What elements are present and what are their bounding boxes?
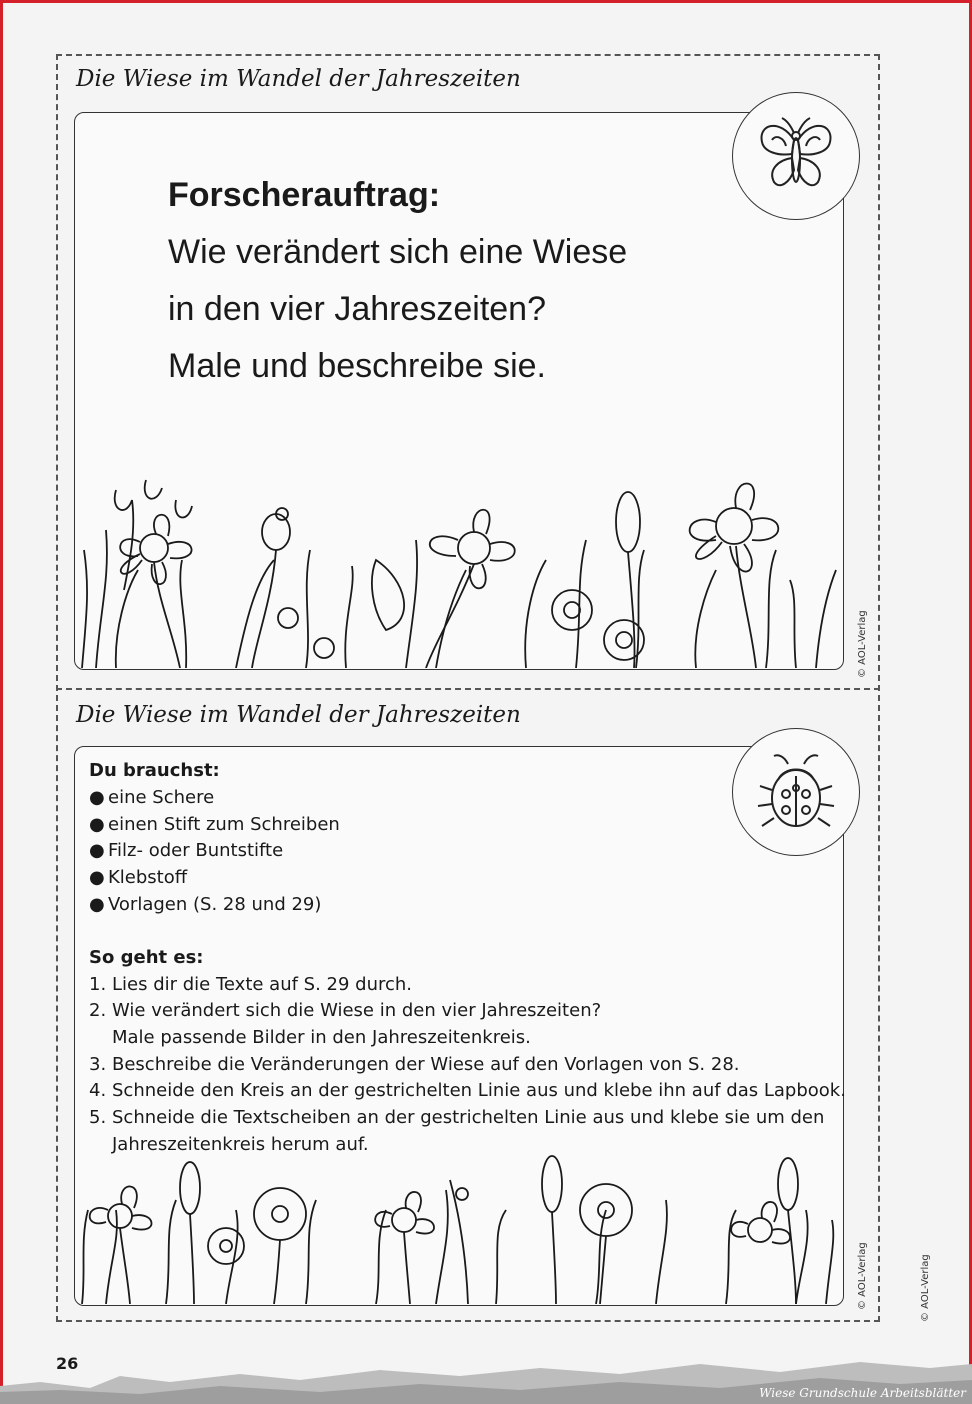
- butterfly-icon: [750, 110, 842, 202]
- meadow-illustration-top: [76, 470, 842, 668]
- meadow-illustration-bottom: [76, 1150, 842, 1304]
- material-item: Filz- oder Buntstifte: [108, 840, 284, 861]
- step-number: 5.: [89, 1107, 107, 1128]
- step-number: 2.: [89, 1000, 107, 1021]
- step-text: Schneide den Kreis an der gestrichelten Linie aus und klebe ihn auf das Lapbook.: [112, 1080, 846, 1101]
- task-line-2: in den vier Jahreszeiten?: [168, 290, 547, 328]
- cut-line-middle: [56, 688, 880, 690]
- material-item: Vorlagen (S. 28 und 29): [108, 894, 322, 915]
- materials-heading: Du brauchst:: [89, 760, 220, 781]
- ladybug-medallion: [732, 728, 860, 856]
- top-card-copyright: © AOL-Verlag: [857, 610, 868, 678]
- task-line-3: Male und beschreibe sie.: [168, 347, 547, 385]
- watermark-text: Wiese Grundschule Arbeitsblätter: [759, 1386, 966, 1400]
- step-text: Wie verändert sich die Wiese in den vier Jahreszeiten?: [112, 1000, 602, 1021]
- bullet-icon: ●: [89, 840, 105, 861]
- step-number: 1.: [89, 974, 107, 995]
- butterfly-medallion: [732, 92, 860, 220]
- step-text: Lies dir die Texte auf S. 29 durch.: [112, 974, 413, 995]
- task-line-1: Wie verändert sich eine Wiese: [168, 233, 628, 271]
- bullet-icon: ●: [89, 814, 105, 835]
- research-task-heading: Forscherauftrag:: [168, 176, 441, 214]
- page-number: 26: [56, 1354, 79, 1373]
- bullet-icon: ●: [89, 867, 105, 888]
- side-copyright: © AOL-Verlag: [920, 1254, 931, 1322]
- bottom-card-copyright: © AOL-Verlag: [857, 1242, 868, 1310]
- step-number: 3.: [89, 1054, 107, 1075]
- bullet-icon: ●: [89, 787, 105, 808]
- step-text: Schneide die Textscheiben an der gestrichelten Linie aus und klebe sie um den: [112, 1107, 825, 1128]
- material-item: Klebstoff: [108, 867, 188, 888]
- step-text: Male passende Bilder in den Jahreszeitenkreis.: [112, 1027, 531, 1048]
- bottom-card-title: Die Wiese im Wandel der Jahreszeiten: [76, 702, 521, 728]
- step-text: Jahreszeitenkreis herum auf.: [112, 1134, 369, 1155]
- material-item: eine Schere: [108, 787, 215, 808]
- ladybug-icon: [750, 746, 842, 838]
- step-number: 4.: [89, 1080, 107, 1101]
- bullet-icon: ●: [89, 894, 105, 915]
- top-card-title: Die Wiese im Wandel der Jahreszeiten: [76, 66, 521, 92]
- material-item: einen Stift zum Schreiben: [108, 814, 340, 835]
- step-text: Beschreibe die Veränderungen der Wiese auf den Vorlagen von S. 28.: [112, 1054, 740, 1075]
- steps-heading: So geht es:: [89, 947, 204, 968]
